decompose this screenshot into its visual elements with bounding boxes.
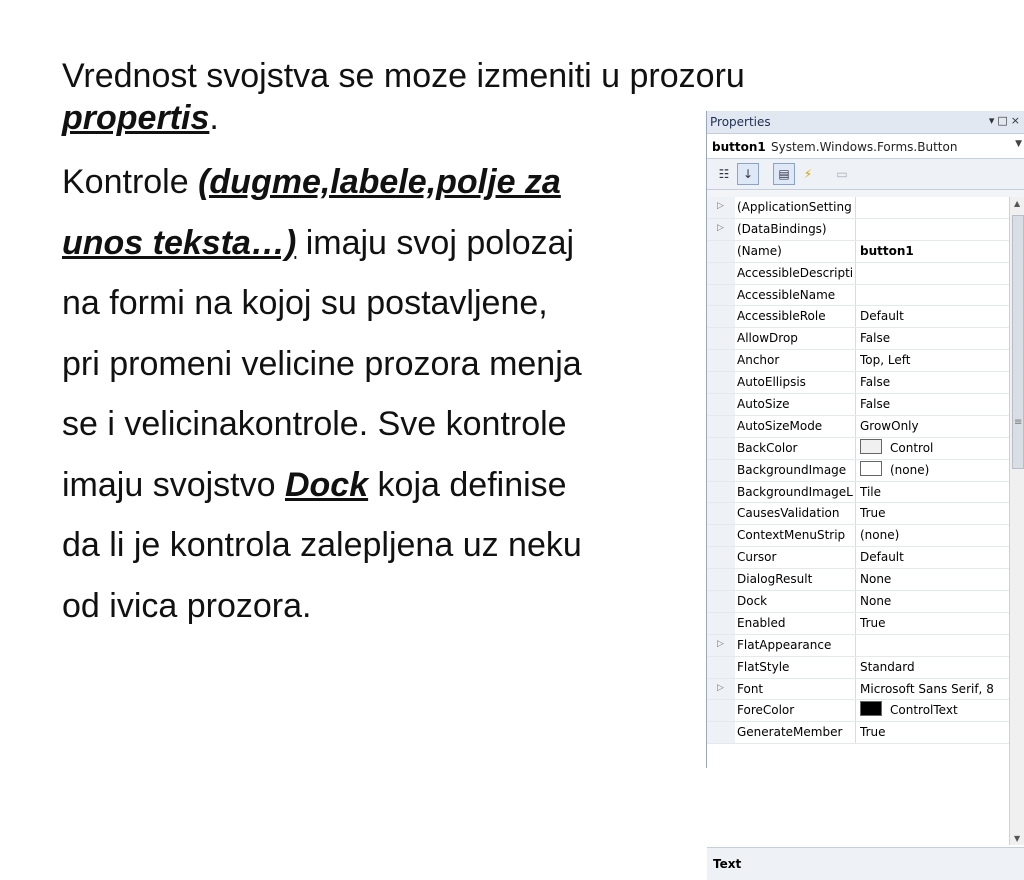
property-value-cell[interactable] [860, 503, 1009, 524]
property-row[interactable] [707, 591, 1009, 613]
row-margin [707, 460, 735, 481]
property-value-cell[interactable] [860, 241, 1009, 262]
row-margin [707, 372, 735, 393]
emphasis-controls: (dugme,labele,polje za [198, 163, 561, 201]
property-row[interactable] [707, 700, 1009, 722]
properties-icon[interactable]: ▤ [773, 163, 795, 185]
property-value-cell[interactable] [860, 438, 1009, 459]
close-icon[interactable]: × [1010, 114, 1023, 127]
property-value: ControlText [890, 703, 958, 718]
property-row[interactable] [707, 722, 1009, 744]
property-value-cell[interactable] [860, 482, 1009, 503]
property-row[interactable] [707, 482, 1009, 504]
property-row[interactable] [707, 394, 1009, 416]
property-name: AutoEllipsis [737, 372, 856, 393]
property-name: AutoSize [737, 394, 856, 415]
property-row[interactable] [707, 525, 1009, 547]
property-name: Enabled [737, 613, 856, 634]
property-value: True [860, 615, 886, 630]
property-value-cell[interactable] [860, 569, 1009, 590]
emphasis-propertis: propertis [62, 99, 210, 137]
property-value: Control [890, 440, 934, 455]
property-value: True [860, 506, 886, 521]
property-grid [707, 197, 1009, 853]
row-margin [707, 438, 735, 459]
color-swatch [860, 461, 882, 476]
property-name: AutoSizeMode [737, 416, 856, 437]
property-value: button1 [860, 243, 914, 258]
property-name: AccessibleDescripti [737, 263, 856, 284]
row-margin [707, 635, 735, 656]
property-value: GrowOnly [860, 418, 919, 433]
property-value-cell[interactable] [860, 722, 1009, 743]
property-row[interactable] [707, 306, 1009, 328]
text-line-3 [62, 152, 722, 213]
property-row[interactable] [707, 438, 1009, 460]
property-pages-icon[interactable]: ▭ [836, 167, 848, 181]
text-line-4 [62, 213, 722, 274]
text-line-9: da li je kontrola zalepljena uz neku [62, 526, 582, 564]
row-margin [707, 197, 735, 218]
categorized-icon[interactable]: ☷ [718, 167, 730, 181]
property-row[interactable] [707, 503, 1009, 525]
property-value-cell[interactable] [860, 635, 1009, 656]
property-value: None [860, 594, 892, 609]
scrollbar-thumb[interactable] [1012, 215, 1024, 469]
property-row[interactable] [707, 613, 1009, 635]
property-name: AccessibleRole [737, 306, 856, 327]
property-value-cell[interactable] [860, 416, 1009, 437]
object-selector[interactable] [707, 134, 1024, 159]
property-value: Default [860, 309, 904, 324]
property-value-cell[interactable] [860, 394, 1009, 415]
row-margin [707, 306, 735, 327]
property-name: (ApplicationSetting [737, 197, 856, 218]
property-row[interactable] [707, 372, 1009, 394]
property-value: Default [860, 550, 904, 565]
expand-icon[interactable]: ▷ [717, 638, 724, 649]
property-name: CausesValidation [737, 503, 856, 524]
row-margin [707, 591, 735, 612]
property-value: (none) [890, 462, 930, 477]
property-name: Dock [737, 591, 856, 612]
row-margin [707, 263, 735, 284]
row-margin [707, 700, 735, 721]
property-value-cell[interactable] [860, 591, 1009, 612]
text-line-8-tail: koja definise [368, 465, 567, 504]
row-margin [707, 547, 735, 568]
vertical-scrollbar[interactable] [1009, 197, 1024, 845]
property-value-cell[interactable] [860, 547, 1009, 568]
emphasis-dock: Dock [284, 465, 369, 504]
property-name: Font [737, 679, 856, 700]
properties-toolbar [707, 159, 1024, 190]
property-name: BackColor [737, 438, 856, 459]
text-line-8-start: imaju svojstvo [62, 465, 285, 504]
property-value-cell[interactable] [860, 219, 1009, 240]
text-line-5: na formi na kojoj su postavljene, [62, 284, 548, 322]
text-line-10: od ivica prozora. [62, 586, 312, 625]
property-name: GenerateMember [737, 722, 856, 743]
row-margin [707, 679, 735, 700]
property-value-cell[interactable] [860, 306, 1009, 327]
row-margin [707, 613, 735, 634]
properties-title: Properties [710, 115, 771, 129]
property-name: BackgroundImageL [737, 482, 856, 503]
property-value: False [860, 331, 891, 346]
color-swatch [860, 439, 882, 454]
row-margin [707, 416, 735, 437]
expand-icon[interactable]: ▷ [717, 201, 724, 211]
text-line-7: se i velicinakontrole. Sve kontrole [62, 405, 567, 443]
property-row[interactable] [707, 679, 1009, 701]
scroll-up-icon[interactable]: ▲ [1014, 199, 1021, 208]
property-value-cell[interactable] [860, 197, 1009, 218]
property-value-cell[interactable] [860, 460, 1009, 481]
property-name: ContextMenuStrip [737, 525, 856, 546]
property-value: Tile [860, 484, 882, 499]
text-line-2-tail: . [209, 99, 219, 137]
property-name: (DataBindings) [737, 219, 856, 240]
row-margin [707, 328, 735, 349]
property-row[interactable] [707, 197, 1009, 219]
property-row[interactable] [707, 635, 1009, 657]
property-value: None [860, 572, 892, 587]
property-name: AccessibleName [737, 285, 856, 306]
property-value: (none) [860, 528, 900, 543]
property-row[interactable] [707, 569, 1009, 591]
property-name: (Name) [737, 241, 856, 262]
color-swatch [860, 701, 882, 716]
property-value-cell[interactable] [860, 613, 1009, 634]
property-name: BackgroundImage [737, 460, 856, 481]
row-margin [707, 722, 735, 743]
property-value: Microsoft Sans Serif, 8 [860, 681, 994, 696]
property-value-cell[interactable] [860, 525, 1009, 546]
text-line-8 [62, 455, 722, 516]
alphabetical-icon[interactable]: ↓ [737, 163, 759, 185]
property-name: FlatStyle [737, 657, 856, 678]
property-row[interactable] [707, 219, 1009, 241]
property-value-cell[interactable] [860, 679, 1009, 700]
property-name: DialogResult [737, 569, 856, 590]
text-line-1: Vrednost svojstva se moze izmeniti u prozoru [62, 57, 745, 95]
property-value-cell[interactable] [860, 657, 1009, 678]
scroll-down-icon[interactable]: ▼ [1014, 834, 1021, 843]
emphasis-text-input: unos teksta…) [62, 223, 297, 262]
row-margin [707, 394, 735, 415]
property-value-cell[interactable] [860, 350, 1009, 371]
property-value: Standard [860, 659, 915, 674]
description-pane [707, 847, 1024, 880]
object-type: System.Windows.Forms.Button [771, 140, 958, 154]
property-value-cell[interactable] [860, 372, 1009, 393]
property-value-cell[interactable] [860, 328, 1009, 349]
row-margin [707, 285, 735, 306]
maximize-icon[interactable]: □ [997, 114, 1011, 127]
property-row[interactable] [707, 350, 1009, 372]
properties-panel [706, 111, 1024, 871]
property-value-cell[interactable] [860, 285, 1009, 306]
row-margin [707, 569, 735, 590]
property-row[interactable] [707, 657, 1009, 679]
property-value: False [860, 397, 891, 412]
text-line-4-tail: imaju svoj polozaj [296, 223, 575, 262]
row-margin [707, 503, 735, 524]
events-icon[interactable]: ⚡ [803, 167, 813, 181]
property-row[interactable] [707, 285, 1009, 307]
text-line-2 [62, 96, 722, 140]
row-margin [707, 241, 735, 262]
row-margin [707, 350, 735, 371]
text-line-3-start: Kontrole [62, 163, 199, 201]
property-row[interactable] [707, 328, 1009, 350]
row-margin [707, 482, 735, 503]
row-margin [707, 219, 735, 240]
chevron-down-icon[interactable]: ▼ [1015, 139, 1022, 149]
property-value: True [860, 725, 886, 740]
description-title: Text [713, 857, 742, 871]
property-value-cell[interactable] [860, 700, 1009, 721]
property-name: Anchor [737, 350, 856, 371]
property-value-cell[interactable] [860, 263, 1009, 284]
scroll-grip-icon: ≡ [1014, 417, 1023, 428]
property-row[interactable] [707, 547, 1009, 569]
property-value: Top, Left [860, 353, 911, 368]
property-row[interactable] [707, 460, 1009, 482]
property-name: ForeColor [737, 700, 856, 721]
property-value: False [860, 375, 891, 390]
properties-titlebar [707, 111, 1024, 134]
expand-icon[interactable]: ▷ [717, 222, 724, 233]
property-row[interactable] [707, 241, 1009, 263]
property-name: Cursor [737, 547, 856, 568]
text-line-6: pri promeni velicine prozora menja [62, 344, 582, 383]
pin-icon[interactable]: ▾ [988, 114, 998, 127]
property-row[interactable] [707, 416, 1009, 438]
row-margin [707, 657, 735, 678]
property-name: FlatAppearance [737, 635, 856, 656]
object-name: button1 [712, 140, 766, 154]
row-margin [707, 525, 735, 546]
property-row[interactable] [707, 263, 1009, 285]
property-name: AllowDrop [737, 328, 856, 349]
expand-icon[interactable]: ▷ [717, 682, 724, 693]
titlebar-buttons [989, 114, 1023, 127]
